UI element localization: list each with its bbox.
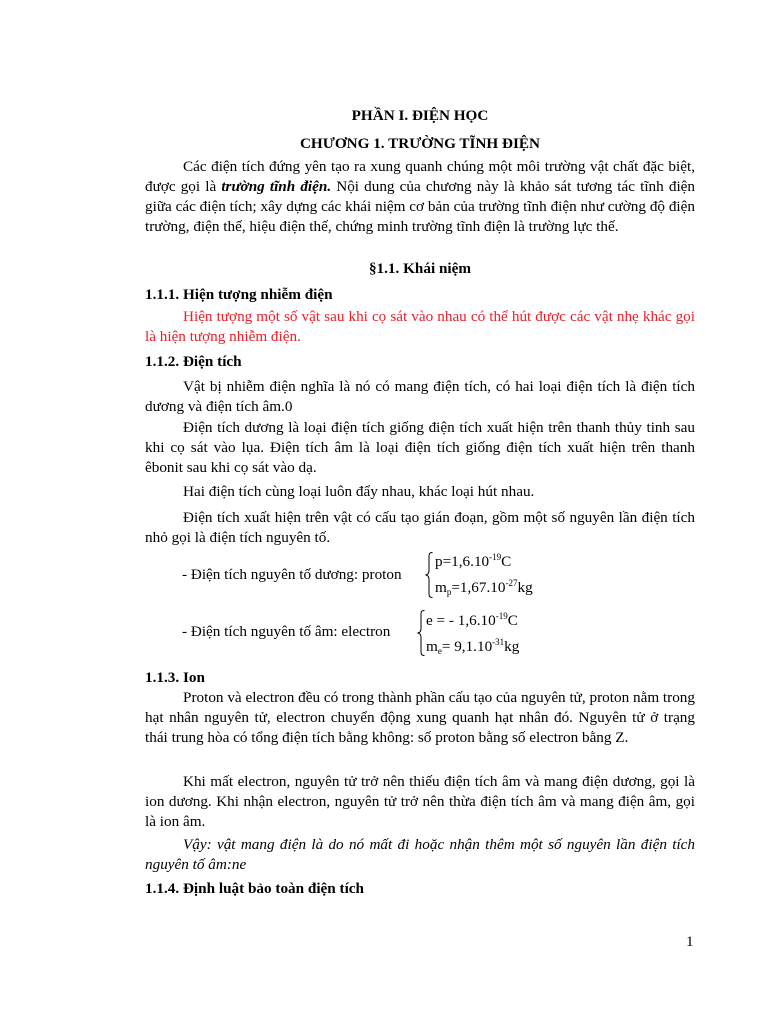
heading-1-1-2: 1.1.2. Điện tích bbox=[145, 353, 242, 370]
intro-text-after: Nội dung của chương này là khảo sát tương tác tĩnh điện giữa các điện tích; xây dựng các khái niệm cơ bản của trường tĩnh điện như cường độ điện trường, điện thế, hiệu điện thế, chứng minh trường tĩnh điện là trường lực thế. bbox=[145, 178, 695, 235]
proton-formula-label: - Điện tích nguyên tố dương: proton bbox=[182, 566, 402, 583]
intro-paragraph bbox=[145, 157, 695, 237]
proton-charge-value: $p=1,6.10^{-19}C$ bbox=[435, 552, 512, 570]
chapter-title: CHƯƠNG 1. TRƯỜNG TĨNH ĐIỆN bbox=[299, 135, 541, 152]
proton-mass-value: $m_p=1,67.10^{-27}kg$ bbox=[435, 578, 533, 597]
part-title: PHẦN I. ĐIỆN HỌC bbox=[351, 107, 489, 124]
heading-1-1-1: 1.1.1. Hiện tượng nhiễm điện bbox=[145, 286, 333, 303]
heading-1-1-3: 1.1.3. Ion bbox=[145, 669, 205, 686]
electron-charge-value: e = - $1,6.10^{-19}C$ bbox=[426, 611, 518, 629]
paragraph-ions: Khi mất electron, nguyên tử trở nên thiếu điện tích âm và mang điện dương, gọi là ion dương. Khi nhận electron, nguyên tử trở nên thừa điện tích âm và mang điện âm, gọi là ion âm. bbox=[145, 773, 695, 830]
curly-brace-icon bbox=[417, 610, 425, 656]
intro-text-before: Các điện tích đứng yên tạo ra xung quanh chúng một môi trường vật chất đặc biệt, được gọi là bbox=[145, 158, 695, 195]
section-title: §1.1. Khái niệm bbox=[368, 260, 472, 277]
paragraph-charge-definition: Điện tích dương là loại điện tích giống điện tích xuất hiện trên thanh thủy tinh sau khi cọ sát vào lụa. Điện tích âm là loại điện tích giống điện tích xuất hiện trên thanh êbonit sau khi cọ sát vào dạ. bbox=[145, 419, 695, 476]
intro-emphasis: trường tĩnh điện. bbox=[221, 178, 332, 195]
electron-formula-label: - Điện tích nguyên tố âm: electron bbox=[182, 623, 391, 640]
electron-mass-value: $m_e= 9,1.10^{-31}kg$ bbox=[426, 637, 520, 656]
page-number: 1 bbox=[686, 933, 694, 950]
paragraph-atom-structure: Proton và electron đều có trong thành phần cấu tạo của nguyên tử, proton nằm trong hạt nhân nguyên tử, electron chuyển động xung quanh hạt nhân đó. Nguyên tử ở trạng thái trung hòa có tổng điện tích bằng không: số proton bằng số electron bằng Z. bbox=[145, 689, 695, 746]
paragraph-conclusion: Vậy: vật mang điện là do nó mất đi hoặc nhận thêm một số nguyên lần điện tích nguyên tố âm:ne bbox=[145, 836, 695, 873]
curly-brace-icon bbox=[425, 552, 433, 598]
paragraph-elementary-charge: Điện tích xuất hiện trên vật có cấu tạo gián đoạn, gồm một số nguyên lần điện tích nhỏ gọi là điện tích nguyên tố. bbox=[145, 509, 695, 546]
paragraph-interaction: Hai điện tích cùng loại luôn đẩy nhau, khác loại hút nhau. bbox=[183, 483, 535, 500]
definition-paragraph: Hiện tượng một số vật sau khi cọ sát vào nhau có thể hút được các vật nhẹ khác gọi là hiện tượng nhiễm điện. bbox=[145, 308, 695, 345]
paragraph-charge-types: Vật bị nhiễm điện nghĩa là nó có mang điện tích, có hai loại điện tích là điện tích dương và điện tích âm.0 bbox=[145, 378, 695, 415]
heading-1-1-4: 1.1.4. Định luật bảo toàn điện tích bbox=[145, 880, 364, 897]
